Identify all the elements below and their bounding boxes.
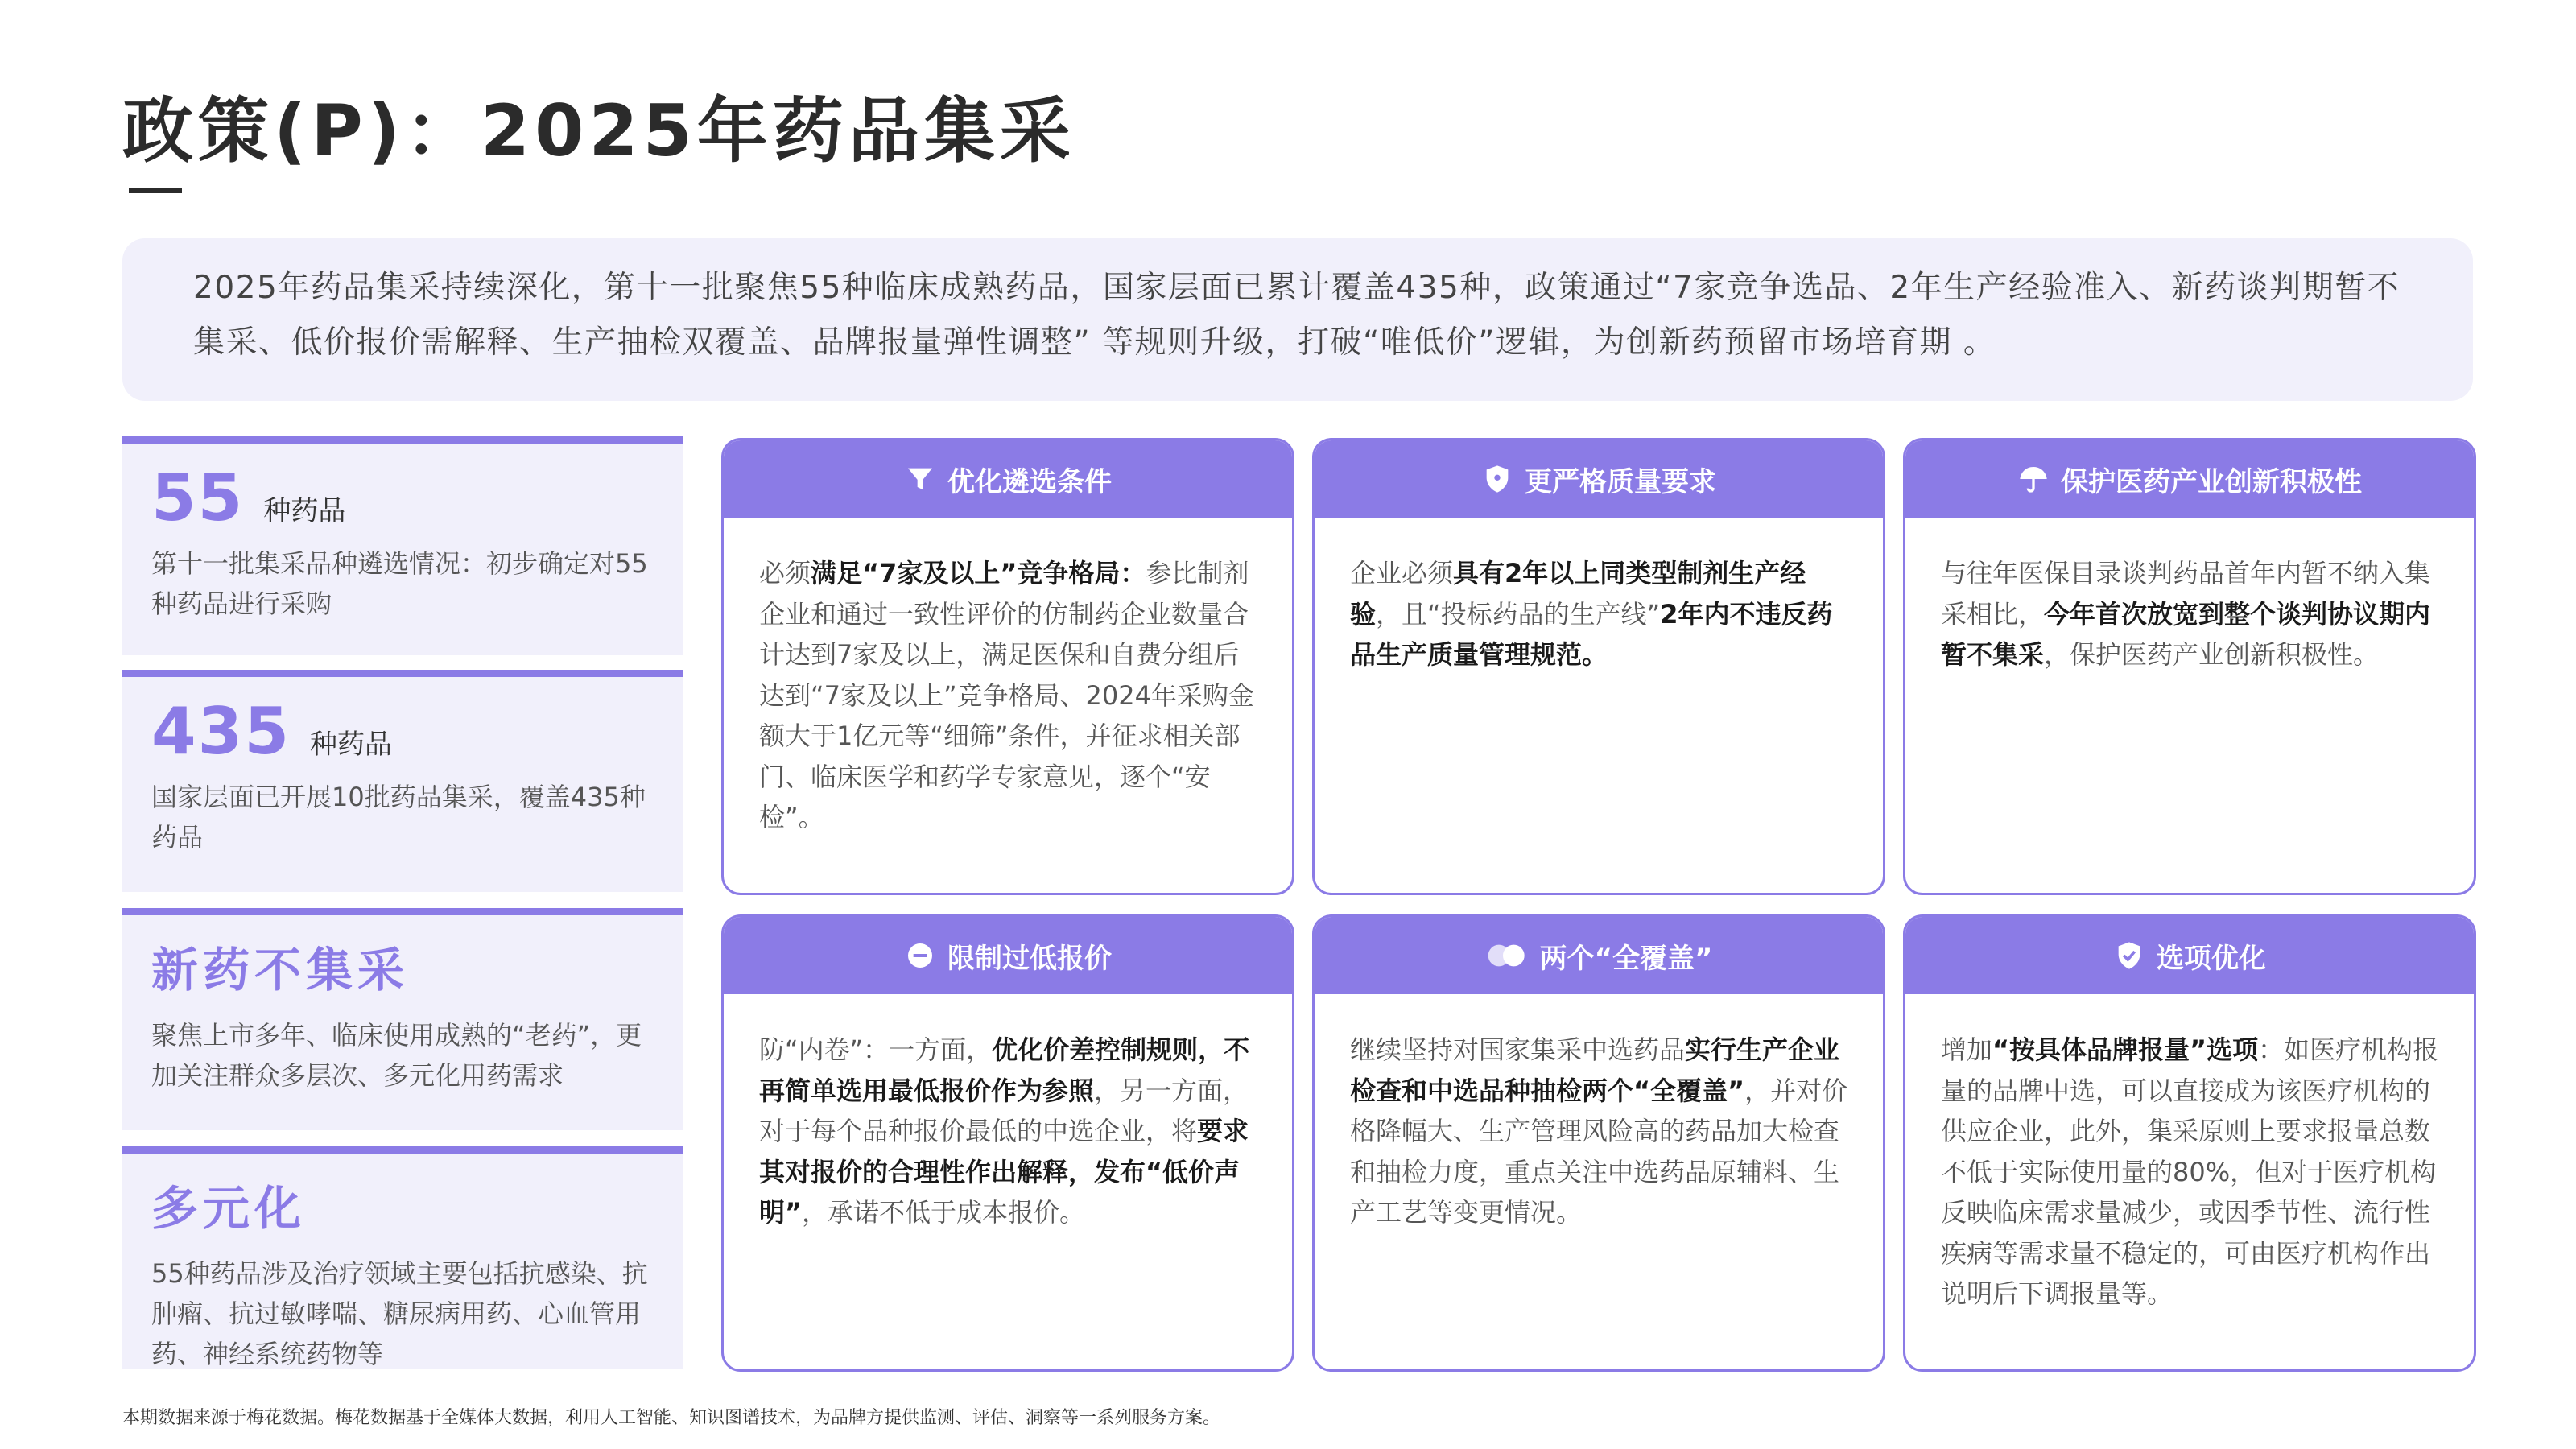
card-body [1315, 994, 1883, 1233]
shield-icon [1481, 463, 1513, 495]
stat-card-diversified [122, 1146, 683, 1368]
stat-unit: 种药品 [310, 729, 392, 761]
card-title: 选项优化 [2157, 942, 2266, 975]
body-text: ，另一方面，对于每个品种报价最低的中选企业，将 [759, 1075, 1249, 1146]
stat-description: 55种药品涉及治疗领域主要包括抗感染、抗肿瘤、抗过敏哮喘、糖尿病用药、心血管用药、神经系统药物等 [151, 1258, 648, 1368]
card-header [1315, 917, 1883, 994]
body-text: 必须 [759, 558, 811, 588]
body-text: 参比制剂企业和通过一致性评价的仿制药企业数量合计达到7家及以上，满足医保和自费分组后达到“7家及以上”竞争格局、2024年采购金额大于1亿元等“细筛”条件，并征求相关部门、临床医学和药学专家意见，逐个“安检”。 [759, 558, 1254, 832]
shield-check-icon [2113, 939, 2145, 972]
stat-number: 55 [151, 460, 245, 535]
policy-card [721, 914, 1294, 1372]
card-title: 限制过低报价 [947, 942, 1112, 975]
policy-card [1903, 914, 2476, 1372]
emphasis-text: 今年首次放宽到整个谈判协议期内暂不集采 [1941, 598, 2431, 670]
card-header [724, 917, 1292, 994]
card-title: 更严格质量要求 [1525, 465, 1716, 498]
card-body [1905, 518, 2474, 675]
stat-head [151, 693, 654, 770]
emphasis-text: 要求其对报价的合理性作出解释，发布“低价声明” [759, 1116, 1249, 1228]
emphasis-text: 实行生产企业检查和中选品种抽检两个“全覆盖” [1350, 1034, 1840, 1106]
card-header [1315, 440, 1883, 518]
stat-card-new-drugs [122, 908, 683, 1130]
body-text: 继续坚持对国家集采中选药品 [1350, 1034, 1686, 1065]
emphasis-text: 2年内不违反药品生产质量管理规范。 [1350, 598, 1833, 670]
body-text: ，保护医药产业创新积极性。 [2044, 639, 2380, 670]
double-circle-icon [1485, 939, 1529, 972]
body-text: 企业必须 [1350, 558, 1454, 588]
card-header [1905, 917, 2474, 994]
stat-head [151, 460, 654, 537]
body-text: 增加 [1941, 1034, 1993, 1065]
emphasis-text: 优化价差控制规则，不再简单选用最低报价作为参照 [759, 1034, 1250, 1106]
intro-text: 2025年药品集采持续深化，第十一批聚焦55种临床成熟药品，国家层面已累计覆盖435种，政策通过“7家竞争选品、2年生产经验准入、新药谈判期暂不集采、低价报价需解释、生产抽检双覆盖、品牌报量弹性调整” 等规则升级，打破“唯低价”逻辑，为创新药预留市场培育期 。 [193, 270, 2401, 361]
card-title: 保护医药产业创新积极性 [2061, 465, 2362, 498]
policy-card [1903, 438, 2476, 895]
umbrella-icon [2017, 463, 2050, 495]
minus-circle-icon [904, 939, 936, 972]
stat-head [151, 1170, 654, 1247]
body-text: ，并对价格降幅大、生产管理风险高的药品加大检查和抽检力度，重点关注中选药品原辅料、生产工艺等变更情况。 [1350, 1075, 1848, 1228]
stat-card-55 [122, 436, 683, 655]
emphasis-text: 具有2年以上同类型制剂生产经验 [1350, 558, 1806, 630]
body-text: 防“内卷”：一方面， [759, 1034, 993, 1065]
stat-description: 国家层面已开展10批药品集采，覆盖435种药品 [151, 782, 646, 852]
stat-description: 聚焦上市多年、临床使用成熟的“老药”，更加关注群众多层次、多元化用药需求 [151, 1020, 642, 1091]
stat-unit: 种药品 [263, 495, 346, 527]
stat-description: 第十一批集采品种遴选情况：初步确定对55种药品进行采购 [151, 548, 648, 619]
body-text: ，且“投标药品的生产线” [1376, 598, 1661, 630]
card-title: 优化遴选条件 [947, 465, 1112, 498]
page-title: 政策(P)：2025年药品集采 [122, 89, 1075, 172]
card-body [1905, 994, 2474, 1315]
card-header [724, 440, 1292, 518]
stat-head [151, 931, 654, 1009]
policy-card [721, 438, 1294, 895]
stat-number: 435 [151, 694, 291, 769]
policy-card [1312, 914, 1885, 1372]
filter-icon [904, 463, 936, 495]
emphasis-text: “按具体品牌报量”选项 [1992, 1034, 2259, 1065]
stat-heading: 新药不集采 [151, 943, 410, 997]
card-title: 两个“全覆盖” [1539, 942, 1713, 975]
stat-card-435 [122, 670, 683, 892]
card-body [724, 518, 1292, 838]
card-body [1315, 518, 1883, 675]
body-text: 与往年医保目录谈判药品首年内暂不纳入集采相比， [1941, 558, 2431, 630]
card-header [1905, 440, 2474, 518]
footer-note: 本期数据来源于梅花数据。梅花数据基于全媒体大数据，利用人工智能、知识图谱技术，为品牌方提供监测、评估、洞察等一系列服务方案。 [122, 1408, 1221, 1428]
emphasis-text: 满足“7家及以上”竞争格局： [811, 558, 1146, 588]
title-underline [129, 188, 182, 193]
stat-heading: 多元化 [151, 1181, 307, 1236]
body-text: ：如医疗机构报量的品牌中选，可以直接成为该医疗机构的供应企业，此外，集采原则上要求报量总数不低于实际使用量的80%，但对于医疗机构反映临床需求量减少，或因季节性、流行性疾病等需求量不稳定的，可由医疗机构作出说明后下调报量等。 [1941, 1034, 2439, 1309]
policy-card [1312, 438, 1885, 895]
card-body [724, 994, 1292, 1233]
intro-box [122, 238, 2473, 401]
body-text: ，承诺不低于成本报价。 [802, 1197, 1086, 1228]
